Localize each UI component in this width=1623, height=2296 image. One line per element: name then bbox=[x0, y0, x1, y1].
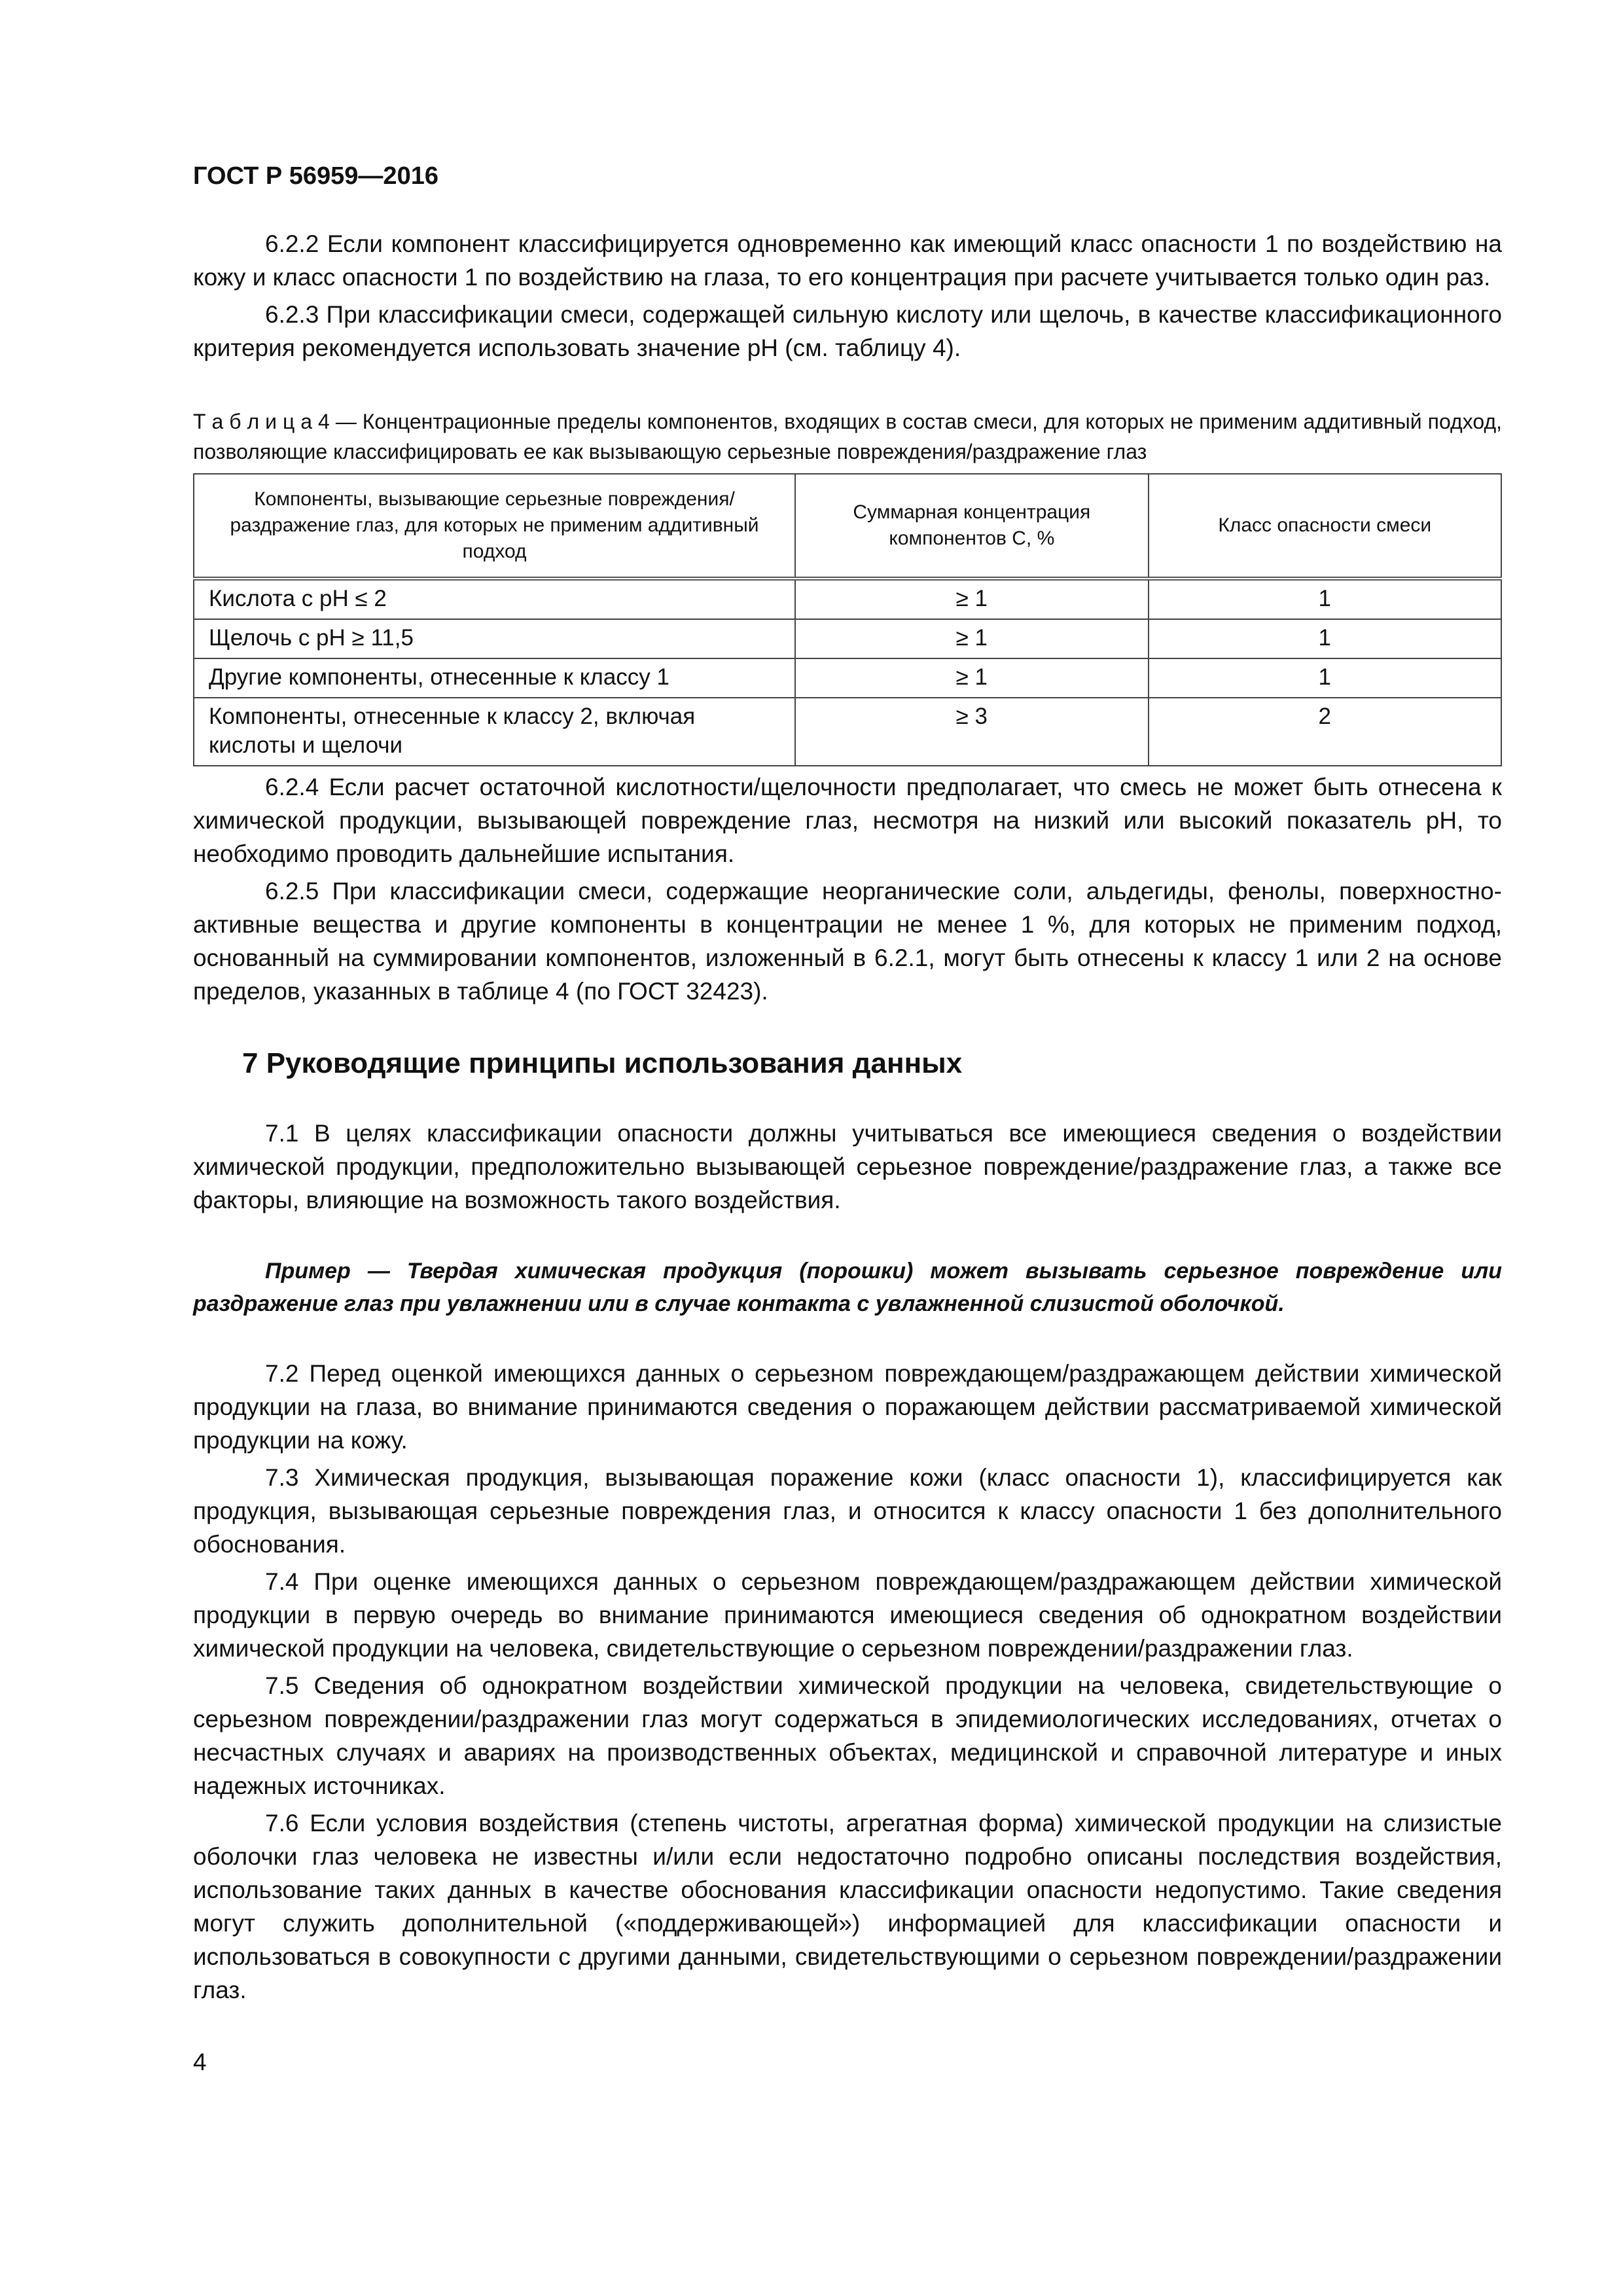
table-header-cell: Класс опасности смеси bbox=[1149, 474, 1501, 579]
table-cell: ≥ 1 bbox=[795, 579, 1148, 619]
table-row bbox=[194, 619, 1501, 658]
table-cell: Компоненты, отнесенные к классу 2, включая кислоты и щелочи bbox=[194, 698, 795, 766]
paragraph-7-3: 7.3 Химическая продукция, вызывающая поражение кожи (класс опасности 1), классифицируется как продукция, вызывающая серьезные повреждения глаз, и относится к классу опасности 1 без дополнительного обоснования. bbox=[193, 1464, 1502, 1558]
paragraph-6-2-5: 6.2.5 При классификации смеси, содержащие неорганические соли, альдегиды, фенолы, поверхностно-активные вещества и другие компоненты в концентрации не менее 1 %, для которых не применим подход, основанный на суммировании компонентов, изложенный в 6.2.1, могут быть отнесены к классу 1 или 2 на основе пределов, указанных в таблице 4 (по ГОСТ 32423). bbox=[193, 878, 1502, 1005]
table-cell: ≥ 3 bbox=[795, 698, 1148, 766]
paragraph-7-2: 7.2 Перед оценкой имеющихся данных о серьезном повреждающем/раздражающем действии химической продукции на глаза, во внимание принимаются сведения о поражающем действии рассматриваемой химической продукции на кожу. bbox=[193, 1360, 1502, 1454]
page-number: 4 bbox=[193, 2049, 207, 2075]
table-cell: ≥ 1 bbox=[795, 619, 1148, 658]
document-header: ГОСТ Р 56959—2016 bbox=[193, 162, 438, 190]
paragraph-7-5: 7.5 Сведения об однократном воздействии химической продукции на человека, свидетельствующие о серьезном повреждении/раздражении глаз могут содержаться в эпидемиологических исследованиях, отчетах о несчастных случаях и авариях на производственных объектах, медицинской и справочной литературе и иных надежных источниках. bbox=[193, 1672, 1502, 1799]
table-4 bbox=[193, 473, 1502, 766]
example-note: Пример — Твердая химическая продукция (порошки) может вызывать серьезное повреждение или раздражение глаз при увлажнении или в случае контакта с увлажненной слизистой оболочкой. bbox=[193, 1259, 1502, 1316]
paragraph-7-1: 7.1 В целях классификации опасности должны учитываться все имеющиеся сведения о воздействии химической продукции, предположительно вызывающей серьезное повреждение/раздражение глаз, а также все факторы, влияющие на возможность такого воздействия. bbox=[193, 1120, 1502, 1213]
table-header-cell: Суммарная концентрация компонентов С, % bbox=[795, 474, 1148, 579]
section-title: 7 Руководящие принципы использования данных bbox=[242, 1047, 963, 1079]
table-cell: ≥ 1 bbox=[795, 658, 1148, 698]
table-cell: 1 bbox=[1149, 619, 1501, 658]
table-header-cell: Компоненты, вызывающие серьезные повреждения/ раздражение глаз, для которых не применим аддитивный подход bbox=[194, 474, 795, 579]
table-caption: Т а б л и ц а 4 — Концентрационные пределы компонентов, входящих в состав смеси, для которых не применим аддитивный подход, позволяющие классифицировать ее как вызывающую серьезные повреждения/раздражение глаз bbox=[193, 410, 1502, 463]
paragraph-6-2-4: 6.2.4 Если расчет остаточной кислотности/щелочности предполагает, что смесь не может быть отнесена к химической продукции, вызывающей повреждение глаз, несмотря на низкий или высокий показатель pH, то необходимо проводить дальнейшие испытания. bbox=[193, 774, 1502, 867]
paragraph-6-2-2: 6.2.2 Если компонент классифицируется одновременно как имеющий класс опасности 1 по воздействию на кожу и класс опасности 1 по воздействию на глаза, то его концентрация при расчете учитывается только один раз. bbox=[193, 230, 1502, 291]
table-cell: 1 bbox=[1149, 658, 1501, 698]
table-cell: 2 bbox=[1149, 698, 1501, 766]
paragraph-7-4: 7.4 При оценке имеющихся данных о серьезном повреждающем/раздражающем действии химической продукции в первую очередь во внимание принимаются имеющиеся сведения об однократном воздействии химической продукции на человека, свидетельствующие о серьезном повреждении/раздражении глаз. bbox=[193, 1568, 1502, 1662]
table-header-row bbox=[194, 474, 1501, 579]
document-page bbox=[193, 160, 1502, 2011]
table-row bbox=[194, 579, 1501, 619]
table-cell: Кислота с pH ≤ 2 bbox=[194, 579, 795, 619]
table-row bbox=[194, 698, 1501, 766]
table-row bbox=[194, 658, 1501, 698]
table-cell: Другие компоненты, отнесенные к классу 1 bbox=[194, 658, 795, 698]
paragraph-7-6: 7.6 Если условия воздействия (степень чистоты, агрегатная форма) химической продукции на слизистые оболочки глаз человека не известны и/или если недостаточно подробно описаны последствия воздействия, использование таких данных в качестве обоснования классификации опасности недопустимо. Такие сведения могут служить дополнительной («поддерживающей») информацией для классификации опасности и использоваться в совокупности с другими данными, свидетельствующими о серьезном повреждении/раздражении глаз. bbox=[193, 1810, 1502, 2003]
table-cell: Щелочь с pH ≥ 11,5 bbox=[194, 619, 795, 658]
table-cell: 1 bbox=[1149, 579, 1501, 619]
paragraph-6-2-3: 6.2.3 При классификации смеси, содержащей сильную кислоту или щелочь, в качестве классификационного критерия рекомендуется использовать значение pH (см. таблицу 4). bbox=[193, 301, 1502, 361]
